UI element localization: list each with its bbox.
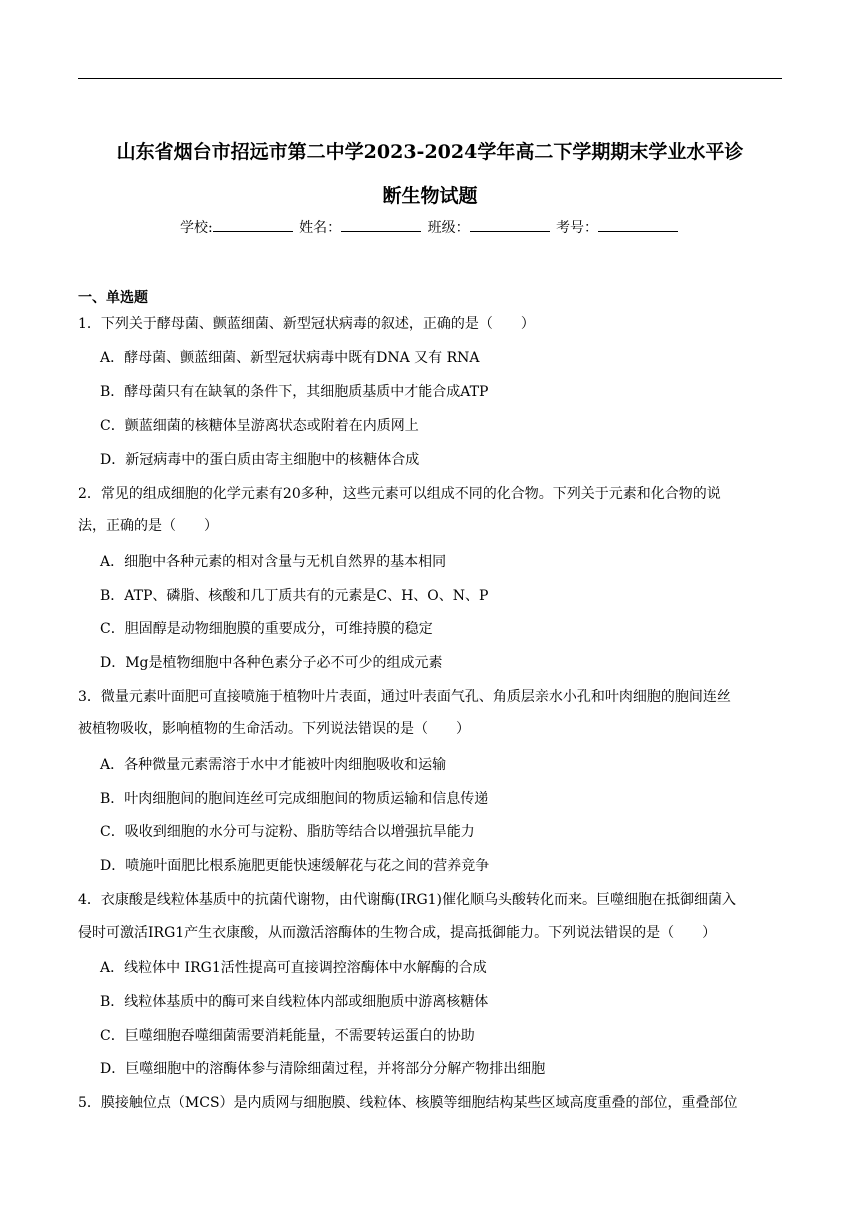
top-rule bbox=[78, 78, 782, 79]
school-label: 学校: bbox=[179, 220, 213, 236]
question-4-option-a: A．线粒体中 IRG1活性提高可直接调控溶酶体中水解酶的合成 bbox=[100, 960, 487, 976]
school-blank bbox=[213, 218, 293, 232]
question-3-stem-line-2: 被植物吸收，影响植物的生命活动。下列说法错误的是（ ） bbox=[78, 721, 470, 737]
question-2-option-b: B．ATP、磷脂、核酸和几丁质共有的元素是C、H、O、N、P bbox=[100, 588, 489, 604]
question-3-option-c: C．吸收到细胞的水分可与淀粉、脂肪等结合以增强抗旱能力 bbox=[100, 824, 475, 840]
question-1-option-a: A．酵母菌、颤蓝细菌、新型冠状病毒中既有DNA 又有 RNA bbox=[100, 350, 480, 366]
question-2-stem-line-1: 2．常见的组成细胞的化学元素有20多种，这些元素可以组成不同的化合物。下列关于元素和化合物的说 bbox=[78, 486, 721, 502]
question-2-option-c: C．胆固醇是动物细胞膜的重要成分，可维持膜的稳定 bbox=[100, 621, 433, 637]
question-2-stem-line-2: 法，正确的是（ ） bbox=[78, 518, 218, 534]
question-3-stem-line-1: 3．微量元素叶面肥可直接喷施于植物叶片表面，通过叶表面气孔、角质层亲水小孔和叶肉细胞的胞间连丝 bbox=[78, 689, 731, 705]
question-3-option-d: D．喷施叶面肥比根系施肥更能快速缓解花与花之间的营养竞争 bbox=[100, 858, 490, 874]
question-1-option-d: D．新冠病毒中的蛋白质由寄主细胞中的核糖体合成 bbox=[100, 452, 420, 468]
question-1-stem: 1．下列关于酵母菌、颤蓝细菌、新型冠状病毒的叙述，正确的是（ ） bbox=[78, 316, 535, 332]
name-label: 姓名： bbox=[299, 220, 342, 236]
question-5-stem-line-1: 5．膜接触位点（MCS）是内质网与细胞膜、线粒体、核膜等细胞结构某些区域高度重叠的部位，重叠部位 bbox=[78, 1095, 738, 1111]
page-title-line-1: 山东省烟台市招远市第二中学2023-2024学年高二下学期期末学业水平诊 bbox=[116, 141, 744, 163]
student-info-line bbox=[60, 218, 800, 238]
question-4-stem-line-1: 4．衣康酸是线粒体基质中的抗菌代谢物，由代谢酶(IRG1)催化顺乌头酸转化而来。巨噬细胞在抵御细菌入 bbox=[78, 892, 736, 908]
page-title-line-2: 断生物试题 bbox=[382, 185, 478, 207]
question-4-option-b: B．线粒体基质中的酶可来自线粒体内部或细胞质中游离核糖体 bbox=[100, 994, 489, 1010]
question-1-option-b: B．酵母菌只有在缺氧的条件下，其细胞质基质中才能合成ATP bbox=[100, 384, 489, 400]
section-heading: 一、单选题 bbox=[78, 290, 148, 306]
class-label: 班级： bbox=[427, 220, 470, 236]
exam-number-blank bbox=[598, 218, 678, 232]
class-blank bbox=[470, 218, 550, 232]
question-2-option-a: A．细胞中各种元素的相对含量与无机自然界的基本相同 bbox=[100, 554, 447, 570]
question-1-option-c: C．颤蓝细菌的核糖体呈游离状态或附着在内质网上 bbox=[100, 418, 419, 434]
question-3-option-a: A．各种微量元素需溶于水中才能被叶肉细胞吸收和运输 bbox=[100, 757, 447, 773]
name-blank bbox=[341, 218, 421, 232]
question-4-stem-line-2: 侵时可激活IRG1产生衣康酸，从而激活溶酶体的生物合成，提高抵御能力。下列说法错误的是（ ） bbox=[78, 925, 717, 941]
exam-number-label: 考号： bbox=[556, 220, 599, 236]
question-4-option-d: D．巨噬细胞中的溶酶体参与清除细菌过程，并将部分分解产物排出细胞 bbox=[100, 1061, 546, 1077]
question-3-option-b: B．叶肉细胞间的胞间连丝可完成细胞间的物质运输和信息传递 bbox=[100, 791, 489, 807]
question-4-option-c: C．巨噬细胞吞噬细菌需要消耗能量，不需要转运蛋白的协助 bbox=[100, 1028, 475, 1044]
question-2-option-d: D．Mg是植物细胞中各种色素分子必不可少的组成元素 bbox=[100, 655, 443, 671]
